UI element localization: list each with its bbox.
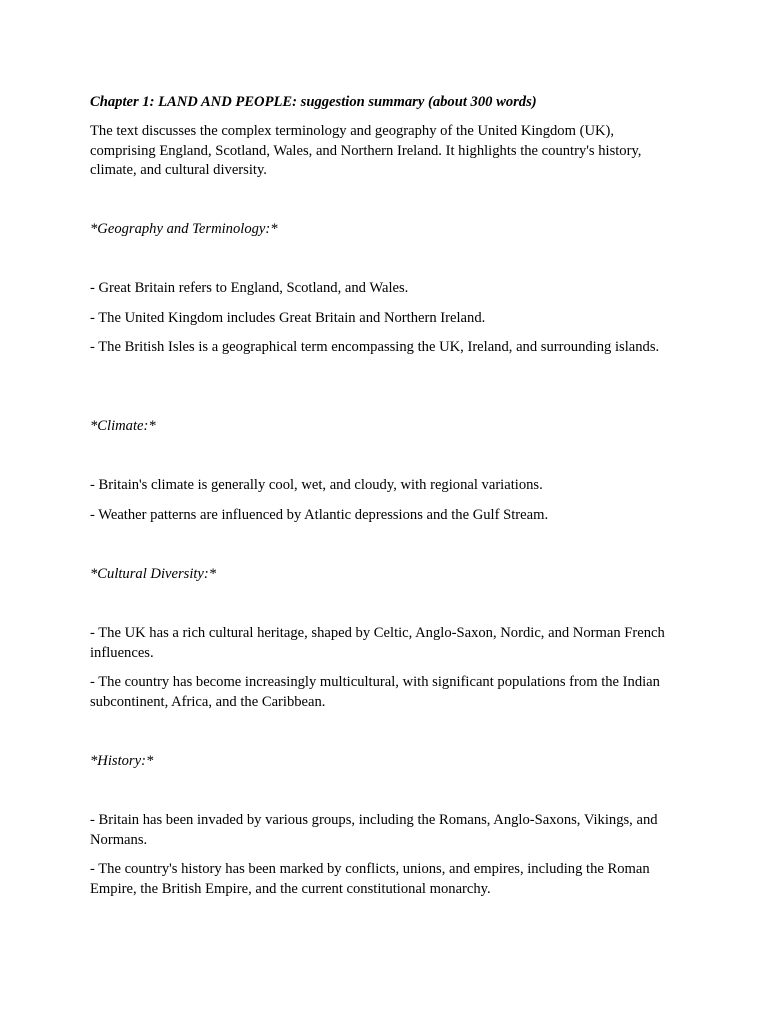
intro-paragraph: The text discusses the complex terminology and geography of the United Kingdom (UK), comprising England, Scotland, Wales, and Northern Ireland. It highlights the country's history, climate, and cultural diversity. [90, 123, 642, 178]
list-item: - Great Britain refers to England, Scotland, and Wales. [90, 280, 409, 296]
list-item: - The country's history has been marked by conflicts, unions, and empires, including the Roman Empire, the British Empire, and the current constitutional monarchy. [90, 861, 650, 897]
list-item: - The United Kingdom includes Great Britain and Northern Ireland. [90, 310, 486, 326]
section-heading-geography: *Geography and Terminology:* [90, 221, 278, 237]
list-item: - Weather patterns are influenced by Atlantic depressions and the Gulf Stream. [90, 507, 549, 523]
section-heading-climate: *Climate:* [90, 418, 156, 434]
list-item: - The British Isles is a geographical term encompassing the UK, Ireland, and surrounding islands. [90, 339, 660, 355]
list-item: - The country has become increasingly multicultural, with significant populations from the Indian subcontinent, Africa, and the Caribbean. [90, 674, 660, 710]
list-item: - The UK has a rich cultural heritage, shaped by Celtic, Anglo-Saxon, Nordic, and Norman French influences. [90, 625, 665, 661]
document-title: Chapter 1: LAND AND PEOPLE: suggestion summary (about 300 words) [90, 94, 537, 110]
list-item: - Britain has been invaded by various groups, including the Romans, Anglo-Saxons, Vikings, and Normans. [90, 812, 658, 848]
section-heading-cultural-diversity: *Cultural Diversity:* [90, 566, 217, 582]
section-heading-history: *History:* [90, 753, 154, 769]
list-item: - Britain's climate is generally cool, wet, and cloudy, with regional variations. [90, 477, 543, 493]
